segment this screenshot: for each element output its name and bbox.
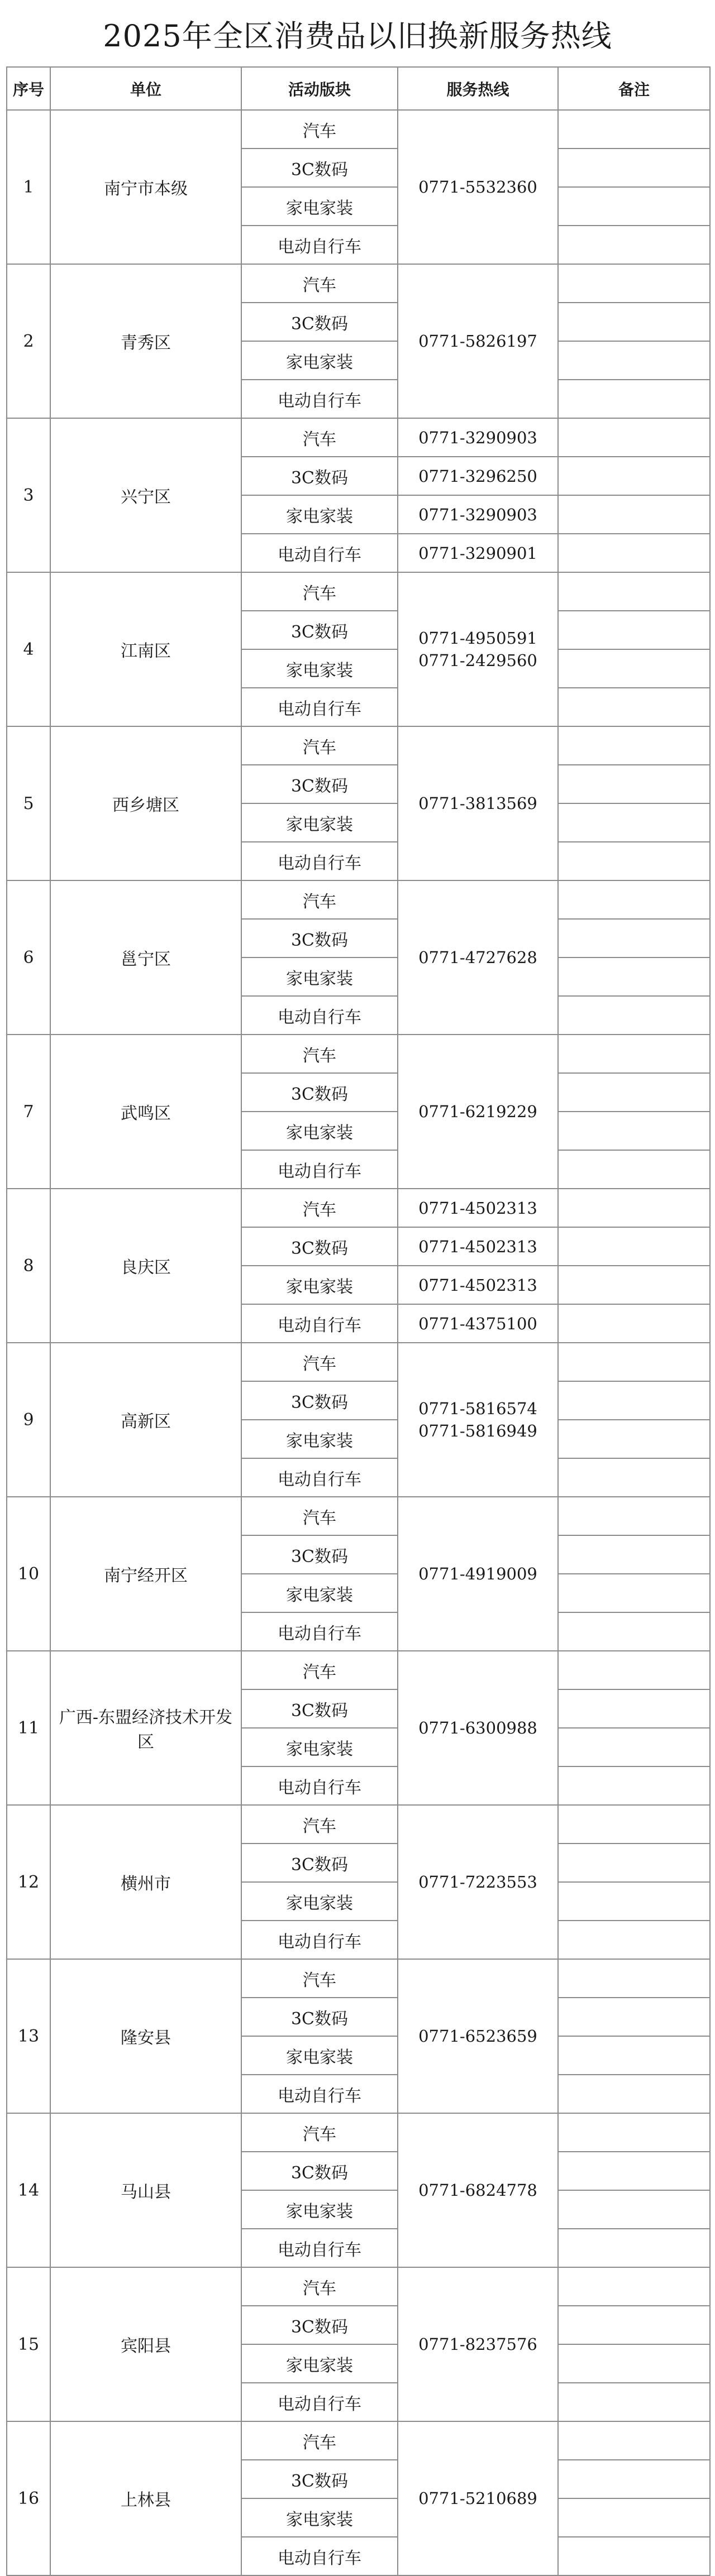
- hotline-cell: [398, 880, 558, 1035]
- remark-cell: [558, 1728, 710, 1766]
- hotline-number: 0771-4919009: [418, 1564, 537, 1583]
- hotline-cell: [398, 726, 558, 880]
- remark-cell: [558, 1420, 710, 1458]
- table-row: [7, 2113, 710, 2152]
- activity-cell: 汽车: [241, 1035, 398, 1073]
- remark-cell: [558, 2152, 710, 2190]
- remark-cell: [558, 996, 710, 1035]
- activity-cell: 家电家装: [241, 1266, 398, 1304]
- activity-cell: 家电家装: [241, 2190, 398, 2229]
- hotline-cell: [398, 1035, 558, 1189]
- unit-cell: 兴宁区: [50, 418, 241, 572]
- activity-cell: 家电家装: [241, 495, 398, 534]
- remark-cell: [558, 1150, 710, 1189]
- activity-cell: 3C数码: [241, 2460, 398, 2498]
- hotline-cell: [398, 110, 558, 264]
- serial-cell: 12: [7, 1805, 50, 1959]
- hotline-cell: [398, 264, 558, 418]
- activity-cell: 3C数码: [241, 149, 398, 187]
- hotline-cell: [398, 572, 558, 726]
- remark-cell: [558, 1766, 710, 1805]
- remark-cell: [558, 2036, 710, 2075]
- unit-cell: 上林县: [50, 2421, 241, 2575]
- hotline-number: 0771-4727628: [418, 948, 537, 967]
- activity-cell: 电动自行车: [241, 2075, 398, 2113]
- header-hotline: 服务热线: [398, 67, 558, 110]
- remark-cell: [558, 2383, 710, 2421]
- activity-cell: 电动自行车: [241, 1304, 398, 1343]
- activity-cell: 家电家装: [241, 803, 398, 842]
- table-row: [7, 726, 710, 765]
- hotline-cell: [398, 1959, 558, 2113]
- remark-cell: [558, 1343, 710, 1381]
- activity-cell: 家电家装: [241, 2498, 398, 2537]
- serial-cell: 6: [7, 880, 50, 1035]
- header-serial: 序号: [7, 67, 50, 110]
- activity-cell: 家电家装: [241, 1728, 398, 1766]
- hotline-cell: [398, 2421, 558, 2575]
- serial-cell: 16: [7, 2421, 50, 2575]
- remark-cell: [558, 187, 710, 226]
- activity-cell: 汽车: [241, 1805, 398, 1844]
- activity-cell: 3C数码: [241, 1227, 398, 1266]
- activity-cell: 电动自行车: [241, 2383, 398, 2421]
- remark-cell: [558, 1998, 710, 2036]
- serial-cell: 1: [7, 110, 50, 264]
- activity-cell: 3C数码: [241, 1998, 398, 2036]
- activity-cell: 汽车: [241, 880, 398, 919]
- remark-cell: [558, 1805, 710, 1844]
- remark-cell: [558, 2421, 710, 2460]
- remark-cell: [558, 341, 710, 380]
- hotline-cell: [398, 1805, 558, 1959]
- remark-cell: [558, 1612, 710, 1651]
- serial-cell: 14: [7, 2113, 50, 2267]
- header-unit: 单位: [50, 67, 241, 110]
- unit-cell: 南宁经开区: [50, 1497, 241, 1651]
- hotline-number: 0771-8237576: [418, 2335, 537, 2354]
- remark-cell: [558, 726, 710, 765]
- activity-cell: 电动自行车: [241, 1458, 398, 1497]
- hotline-number: 0771-6824778: [418, 2181, 537, 2200]
- unit-cell: 横州市: [50, 1805, 241, 1959]
- remark-cell: [558, 2460, 710, 2498]
- remark-cell: [558, 2229, 710, 2267]
- activity-cell: 电动自行车: [241, 226, 398, 264]
- hotline-number: 0771-4950591: [418, 629, 537, 648]
- remark-cell: [558, 919, 710, 957]
- activity-cell: 家电家装: [241, 1112, 398, 1150]
- activity-cell: 家电家装: [241, 2344, 398, 2383]
- remark-cell: [558, 688, 710, 726]
- activity-cell: 家电家装: [241, 957, 398, 996]
- remark-cell: [558, 1035, 710, 1073]
- activity-cell: 汽车: [241, 1189, 398, 1227]
- unit-cell: 高新区: [50, 1343, 241, 1497]
- activity-cell: 汽车: [241, 1497, 398, 1535]
- unit-cell: 西乡塘区: [50, 726, 241, 880]
- remark-cell: [558, 1535, 710, 1574]
- unit-cell: 南宁市本级: [50, 110, 241, 264]
- activity-cell: 汽车: [241, 2267, 398, 2306]
- activity-cell: 3C数码: [241, 303, 398, 341]
- remark-cell: [558, 457, 710, 495]
- remark-cell: [558, 2306, 710, 2344]
- hotline-cell: 0771-3296250: [398, 457, 558, 495]
- table-header-row: [7, 67, 710, 110]
- activity-cell: 电动自行车: [241, 1150, 398, 1189]
- remark-cell: [558, 380, 710, 418]
- unit-cell: 宾阳县: [50, 2267, 241, 2421]
- activity-cell: 汽车: [241, 1959, 398, 1998]
- unit-cell: 武鸣区: [50, 1035, 241, 1189]
- activity-cell: 电动自行车: [241, 1766, 398, 1805]
- remark-cell: [558, 649, 710, 688]
- unit-cell: 青秀区: [50, 264, 241, 418]
- remark-cell: [558, 1497, 710, 1535]
- page-title: 2025年全区消费品以旧换新服务热线: [103, 18, 612, 54]
- activity-cell: 汽车: [241, 1343, 398, 1381]
- table-row: [7, 110, 710, 149]
- hotline-number: 0771-5816574: [418, 1399, 537, 1418]
- remark-cell: [558, 110, 710, 149]
- table-row: [7, 1651, 710, 1689]
- header-remark: 备注: [558, 67, 710, 110]
- table-row: [7, 572, 710, 611]
- remark-cell: [558, 1227, 710, 1266]
- activity-cell: 家电家装: [241, 187, 398, 226]
- remark-cell: [558, 2190, 710, 2229]
- hotline-cell: [398, 1343, 558, 1497]
- table-row: [7, 1343, 710, 1381]
- remark-cell: [558, 418, 710, 457]
- unit-cell: 马山县: [50, 2113, 241, 2267]
- table-row: [7, 880, 710, 919]
- unit-cell: 隆安县: [50, 1959, 241, 2113]
- activity-cell: 电动自行车: [241, 996, 398, 1035]
- hotline-cell: 0771-3290903: [398, 495, 558, 534]
- hotline-number: 0771-7223553: [418, 1873, 537, 1892]
- activity-cell: 电动自行车: [241, 688, 398, 726]
- hotline-number: 0771-5532360: [418, 178, 537, 197]
- remark-cell: [558, 1189, 710, 1227]
- activity-cell: 电动自行车: [241, 1921, 398, 1959]
- activity-cell: 汽车: [241, 264, 398, 303]
- activity-cell: 汽车: [241, 110, 398, 149]
- hotline-cell: [398, 2267, 558, 2421]
- hotline-cell: 0771-4375100: [398, 1304, 558, 1343]
- hotline-number: 0771-2429560: [418, 651, 537, 670]
- activity-cell: 3C数码: [241, 2306, 398, 2344]
- table-row: [7, 2421, 710, 2460]
- remark-cell: [558, 1921, 710, 1959]
- table-row: [7, 1035, 710, 1073]
- activity-cell: 家电家装: [241, 649, 398, 688]
- serial-cell: 5: [7, 726, 50, 880]
- activity-cell: 3C数码: [241, 1381, 398, 1420]
- remark-cell: [558, 1381, 710, 1420]
- serial-cell: 9: [7, 1343, 50, 1497]
- remark-cell: [558, 534, 710, 572]
- activity-cell: 3C数码: [241, 457, 398, 495]
- activity-cell: 电动自行车: [241, 380, 398, 418]
- remark-cell: [558, 1844, 710, 1882]
- activity-cell: 3C数码: [241, 2152, 398, 2190]
- unit-cell: 邕宁区: [50, 880, 241, 1035]
- remark-cell: [558, 1458, 710, 1497]
- activity-cell: 3C数码: [241, 765, 398, 803]
- remark-cell: [558, 264, 710, 303]
- hotline-cell: 0771-3290901: [398, 534, 558, 572]
- activity-cell: 家电家装: [241, 2036, 398, 2075]
- hotline-table: [6, 66, 711, 2576]
- serial-cell: 2: [7, 264, 50, 418]
- hotline-cell: 0771-4502313: [398, 1266, 558, 1304]
- unit-cell: 广西-东盟经济技术开发区: [50, 1651, 241, 1805]
- remark-cell: [558, 2113, 710, 2152]
- header-activity: 活动版块: [241, 67, 398, 110]
- activity-cell: 3C数码: [241, 1073, 398, 1112]
- activity-cell: 3C数码: [241, 611, 398, 649]
- remark-cell: [558, 1959, 710, 1998]
- hotline-number: 0771-6300988: [418, 1718, 537, 1737]
- remark-cell: [558, 1882, 710, 1921]
- activity-cell: 汽车: [241, 1651, 398, 1689]
- remark-cell: [558, 149, 710, 187]
- hotline-cell: [398, 1497, 558, 1651]
- hotline-cell: [398, 1651, 558, 1805]
- remark-cell: [558, 226, 710, 264]
- remark-cell: [558, 1304, 710, 1343]
- activity-cell: 家电家装: [241, 341, 398, 380]
- remark-cell: [558, 1574, 710, 1612]
- remark-cell: [558, 1112, 710, 1150]
- table-row: [7, 418, 710, 457]
- serial-cell: 15: [7, 2267, 50, 2421]
- serial-cell: 7: [7, 1035, 50, 1189]
- remark-cell: [558, 1266, 710, 1304]
- hotline-number: 0771-6523659: [418, 2027, 537, 2046]
- hotline-cell: 0771-4502313: [398, 1189, 558, 1227]
- remark-cell: [558, 1073, 710, 1112]
- table-row: [7, 1959, 710, 1998]
- remark-cell: [558, 611, 710, 649]
- activity-cell: 电动自行车: [241, 1612, 398, 1651]
- table-row: [7, 2267, 710, 2306]
- activity-cell: 汽车: [241, 572, 398, 611]
- activity-cell: 3C数码: [241, 1535, 398, 1574]
- hotline-cell: 0771-4502313: [398, 1227, 558, 1266]
- remark-cell: [558, 2075, 710, 2113]
- serial-cell: 3: [7, 418, 50, 572]
- activity-cell: 家电家装: [241, 1574, 398, 1612]
- activity-cell: 电动自行车: [241, 2229, 398, 2267]
- remark-cell: [558, 880, 710, 919]
- remark-cell: [558, 495, 710, 534]
- activity-cell: 电动自行车: [241, 2537, 398, 2575]
- remark-cell: [558, 2498, 710, 2537]
- unit-cell: 良庆区: [50, 1189, 241, 1343]
- serial-cell: 11: [7, 1651, 50, 1805]
- remark-cell: [558, 2344, 710, 2383]
- activity-cell: 汽车: [241, 418, 398, 457]
- table-row: [7, 1805, 710, 1844]
- remark-cell: [558, 957, 710, 996]
- serial-cell: 10: [7, 1497, 50, 1651]
- activity-cell: 3C数码: [241, 1844, 398, 1882]
- table-row: [7, 1497, 710, 1535]
- remark-cell: [558, 2537, 710, 2575]
- table-body: [7, 110, 710, 2575]
- hotline-number: 0771-5210689: [418, 2489, 537, 2508]
- activity-cell: 3C数码: [241, 919, 398, 957]
- serial-cell: 4: [7, 572, 50, 726]
- hotline-cell: 0771-3290903: [398, 418, 558, 457]
- unit-cell: 江南区: [50, 572, 241, 726]
- activity-cell: 电动自行车: [241, 842, 398, 880]
- activity-cell: 家电家装: [241, 1882, 398, 1921]
- activity-cell: 电动自行车: [241, 534, 398, 572]
- hotline-number: 0771-3813569: [418, 794, 537, 813]
- table-row: [7, 264, 710, 303]
- remark-cell: [558, 803, 710, 842]
- activity-cell: 3C数码: [241, 1689, 398, 1728]
- remark-cell: [558, 2267, 710, 2306]
- remark-cell: [558, 842, 710, 880]
- hotline-number: 0771-5816949: [418, 1421, 537, 1440]
- activity-cell: 汽车: [241, 726, 398, 765]
- remark-cell: [558, 572, 710, 611]
- remark-cell: [558, 1651, 710, 1689]
- remark-cell: [558, 765, 710, 803]
- remark-cell: [558, 303, 710, 341]
- serial-cell: 8: [7, 1189, 50, 1343]
- remark-cell: [558, 1689, 710, 1728]
- hotline-number: 0771-5826197: [418, 332, 537, 351]
- serial-cell: 13: [7, 1959, 50, 2113]
- hotline-number: 0771-6219229: [418, 1102, 537, 1121]
- activity-cell: 汽车: [241, 2421, 398, 2460]
- table-row: [7, 1189, 710, 1227]
- activity-cell: 家电家装: [241, 1420, 398, 1458]
- activity-cell: 汽车: [241, 2113, 398, 2152]
- hotline-cell: [398, 2113, 558, 2267]
